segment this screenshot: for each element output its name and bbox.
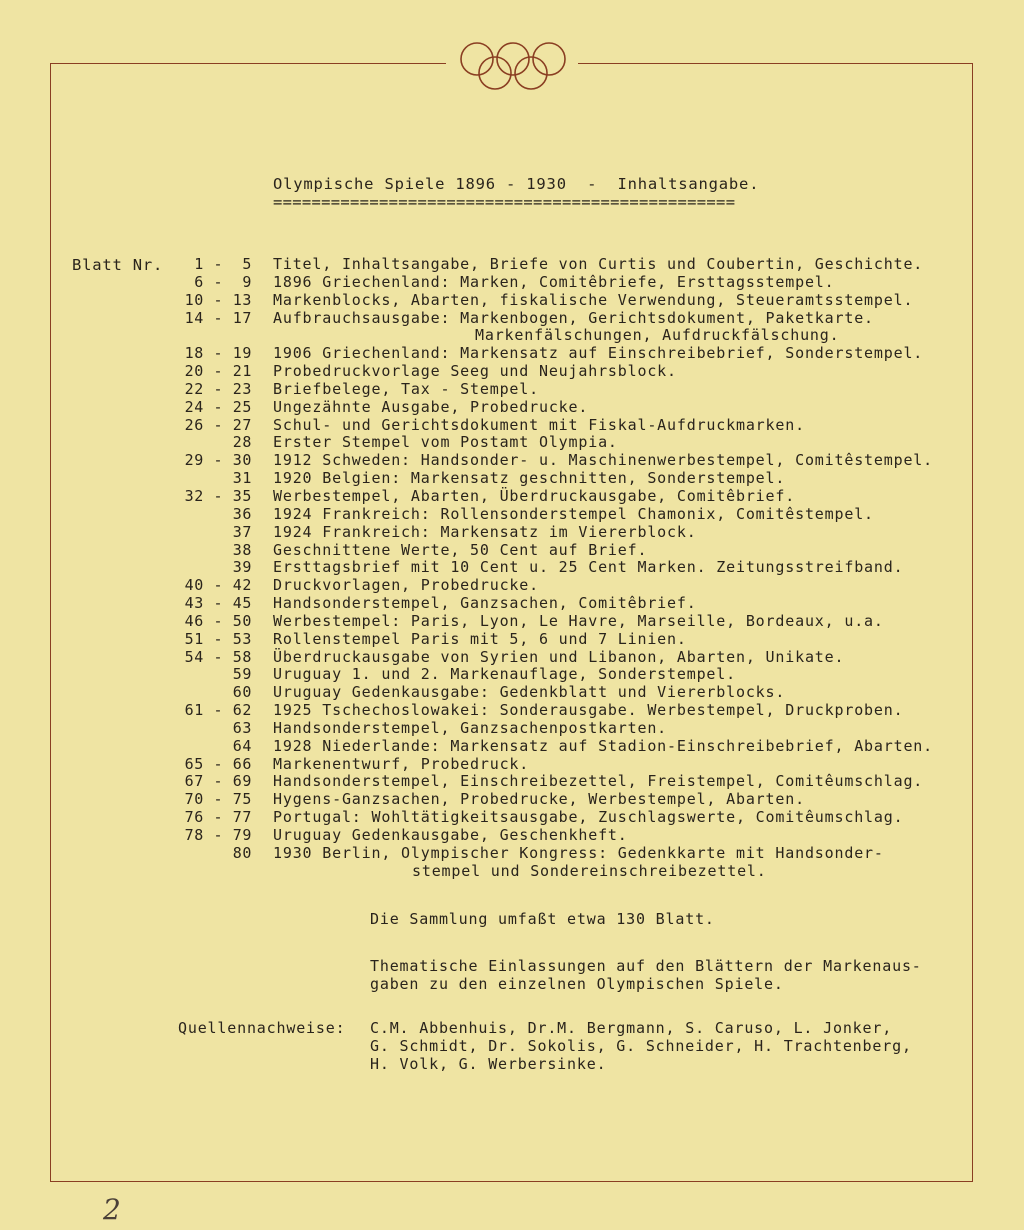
sheet-description: Uruguay Gedenkausgabe: Gedenkblatt und Viererblocks. [273,683,786,702]
sheet-description: 1928 Niederlande: Markensatz auf Stadion-Einschreibebrief, Abarten. [273,736,934,755]
list-item [0,487,1024,505]
list-item [0,469,1024,487]
list-item [0,523,1024,541]
list-item [0,326,1024,344]
list-item [0,755,1024,773]
sheet-description: 1920 Belgien: Markensatz geschnitten, Sonderstempel. [273,469,786,488]
list-item [0,772,1024,790]
list-item [0,790,1024,808]
sheet-number: 64 [232,736,252,755]
sheet-number: 22 - 23 [184,379,252,398]
sheet-number: 32 - 35 [184,486,252,505]
sheet-number: 36 [232,504,252,523]
sheet-description: Markenblocks, Abarten, fiskalische Verwendung, Steueramtsstempel. [273,290,914,309]
list-item [0,862,1024,880]
sheet-description: 1924 Frankreich: Rollensonderstempel Chamonix, Comitêstempel. [273,504,874,523]
sheet-number: 65 - 66 [184,754,252,773]
list-item [0,808,1024,826]
sources-label: Quellennachweise: [178,1019,346,1037]
list-item [0,398,1024,416]
sources-line1: C.M. Abbenhuis, Dr.M. Bergmann, S. Caruso, L. Jonker, [370,1019,893,1037]
title-underline: ================================================ [273,193,736,211]
sheet-description: Handsonderstempel, Ganzsachenpostkarten. [273,718,668,737]
list-item [0,362,1024,380]
sheet-number: 59 [232,665,252,684]
sheet-number: 24 - 25 [184,397,252,416]
sheet-number: 31 [232,469,252,488]
sheet-number: 51 - 53 [184,629,252,648]
sheet-description: Portugal: Wohltätigkeitsausgabe, Zuschlagswerte, Comitêumschlag. [273,808,904,827]
list-item [0,451,1024,469]
sheet-description: Handsonderstempel, Ganzsachen, Comitêbrief. [273,594,697,613]
list-item [0,612,1024,630]
sheet-description: Werbestempel: Paris, Lyon, Le Havre, Marseille, Bordeaux, u.a. [273,611,884,630]
list-item [0,665,1024,683]
sheet-description: Handsonderstempel, Einschreibezettel, Freistempel, Comitêumschlag. [273,772,924,791]
list-item [0,344,1024,362]
sheet-number: 39 [232,558,252,577]
sheet-number: 28 [232,433,252,452]
sheet-description: Titel, Inhaltsangabe, Briefe von Curtis und Coubertin, Geschichte. [273,255,924,273]
list-item [0,255,1024,273]
sheet-description: Werbestempel, Abarten, Überdruckausgabe, Comitêbrief. [273,486,796,505]
sheet-description: Uruguay Gedenkausgabe, Geschenkheft. [273,826,628,844]
sheet-description: 1912 Schweden: Handsonder- u. Maschinenwerbestempel, Comitêstempel. [273,451,934,470]
list-item [0,291,1024,309]
page-title: Olympische Spiele 1896 - 1930 - Inhaltsangabe. [273,175,760,193]
sheet-number: 40 - 42 [184,576,252,595]
list-item [0,576,1024,594]
list-item [0,683,1024,701]
sheet-description: Probedruckvorlage Seeg und Neujahrsblock. [273,362,677,381]
sheet-description: Erster Stempel vom Postamt Olympia. [273,433,618,452]
list-item [0,433,1024,451]
sources-line3: H. Volk, G. Werbersinke. [370,1055,607,1073]
sheet-description: stempel und Sondereinschreibezettel. [412,861,767,880]
sheet-number: 70 - 75 [184,790,252,809]
sheet-description: Rollenstempel Paris mit 5, 6 und 7 Linien. [273,629,687,648]
page-number: 2 [103,1193,121,1226]
sheet-description: 1925 Tschechoslowakei: Sonderausgabe. Werbestempel, Druckproben. [273,701,904,720]
list-item [0,844,1024,862]
list-item [0,541,1024,559]
sheet-number: 60 [232,683,252,702]
sheet-description: 1930 Berlin, Olympischer Kongress: Gedenkkarte mit Handsonder- [273,843,884,862]
sheet-description: Uruguay 1. und 2. Markenauflage, Sonderstempel. [273,665,736,684]
list-item [0,719,1024,737]
sheet-number: 14 - 17 [184,308,252,327]
list-item [0,558,1024,576]
contents-list [0,255,1024,880]
list-item [0,648,1024,666]
sheet-description: Markenentwurf, Probedruck. [273,754,530,773]
list-item [0,701,1024,719]
sheet-number: 67 - 69 [184,772,252,791]
sheet-description: Markenfälschungen, Aufdruckfälschung. [475,326,840,345]
sheet-description: Hygens-Ganzsachen, Probedrucke, Werbestempel, Abarten. [273,790,805,809]
list-item [0,505,1024,523]
sheet-description: Ersttagsbrief mit 10 Cent u. 25 Cent Marken. Zeitungsstreifband. [273,558,904,577]
list-item [0,737,1024,755]
sheet-number: 78 - 79 [184,826,252,844]
list-item [0,594,1024,612]
list-item [0,416,1024,434]
thematic-note-line2: gaben zu den einzelnen Olympischen Spiele. [370,975,784,993]
list-item [0,630,1024,648]
collection-note: Die Sammlung umfaßt etwa 130 Blatt. [370,910,715,928]
list-item [0,380,1024,398]
sheet-number: 10 - 13 [184,290,252,309]
sheet-number: 29 - 30 [184,451,252,470]
olympic-rings-icon [458,40,568,94]
list-item [0,273,1024,291]
sheet-number: 54 - 58 [184,647,252,666]
sheet-description: Druckvorlagen, Probedrucke. [273,576,539,595]
sheet-description: Aufbrauchsausgabe: Markenbogen, Gerichtsdokument, Paketkarte. [273,308,874,327]
sheet-description: 1924 Frankreich: Markensatz im Viererblock. [273,522,697,541]
sheet-description: 1906 Griechenland: Markensatz auf Einschreibebrief, Sonderstempel. [273,344,924,363]
sheet-number: 6 - 9 [194,272,252,291]
sheet-number: 18 - 19 [184,344,252,363]
list-item [0,309,1024,327]
sheet-number: 38 [232,540,252,559]
sheet-description: Überdruckausgabe von Syrien und Libanon, Abarten, Unikate. [273,647,845,666]
sheet-number: 61 - 62 [184,701,252,720]
sheet-number: 1 - 5 [194,255,252,273]
sheet-description: Briefbelege, Tax - Stempel. [273,379,539,398]
sheet-description: Ungezähnte Ausgabe, Probedrucke. [273,397,589,416]
sheet-number: 26 - 27 [184,415,252,434]
sheet-number: 20 - 21 [184,362,252,381]
sheet-number: 43 - 45 [184,594,252,613]
thematic-note-line1: Thematische Einlassungen auf den Blättern der Markenaus- [370,957,922,975]
sheet-number: 63 [232,718,252,737]
list-item [0,826,1024,844]
sheet-description: Geschnittene Werte, 50 Cent auf Brief. [273,540,648,559]
sheet-number: 76 - 77 [184,808,252,827]
sheet-number: 37 [232,522,252,541]
sheet-description: 1896 Griechenland: Marken, Comitêbriefe, Ersttagsstempel. [273,272,835,291]
sheet-number: 80 [232,843,252,862]
sheet-description: Schul- und Gerichtsdokument mit Fiskal-Aufdruckmarken. [273,415,805,434]
blatt-label: Blatt Nr. [72,256,164,274]
sheet-number: 46 - 50 [184,611,252,630]
sources-line2: G. Schmidt, Dr. Sokolis, G. Schneider, H. Trachtenberg, [370,1037,912,1055]
